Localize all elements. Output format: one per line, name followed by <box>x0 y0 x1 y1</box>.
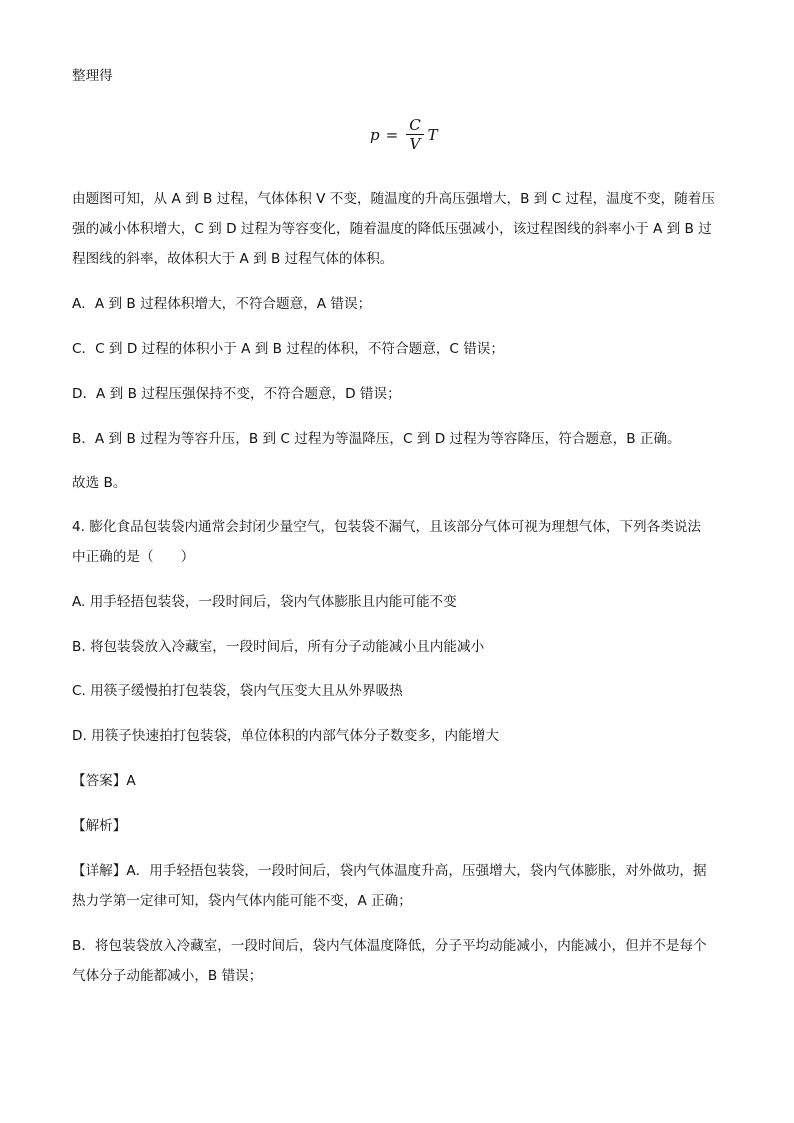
text-line: 热力学第一定律可知，袋内气体内能可能不变，A 正确； <box>72 893 412 909</box>
formula-equals: = <box>385 125 399 144</box>
text-line: B．将包装袋放入冷藏室，一段时间后，袋内气体温度降低，分子平均动能减小，内能减小，但并不是每个 <box>72 938 707 954</box>
text-line: 故选 B。 <box>72 475 127 491</box>
text-line: 【详解】A．用手轻捂包装袋，一段时间后，袋内气体温度升高，压强增大，袋内气体膨胀，对外做功，据 <box>72 863 707 879</box>
formula-p-equals-c-over-v-t <box>370 116 438 153</box>
question-line: 4. 膨化食品包装袋内通常会封闭少量空气，包装袋不漏气，且该部分气体可视为理想气体，下列各类说法 <box>72 519 702 535</box>
text-line: 由题图可知，从 A 到 B 过程，气体体积 V 不变，随温度的升高压强增大，B 到 C 过程，温度不变，随着压 <box>72 191 715 207</box>
formula-tail: T <box>427 125 438 144</box>
question-line: 中正确的是（ ） <box>72 549 195 565</box>
formula-lhs: p <box>370 125 380 144</box>
text-line: 强的减小体积增大，C 到 D 过程为等容变化，随着温度的降低压强减小，该过程图线的斜率小于 A 到 B 过 <box>72 221 712 237</box>
option-line: B. 将包装袋放入冷藏室，一段时间后，所有分子动能减小且内能减小 <box>72 639 485 655</box>
formula-denominator: V <box>409 135 421 153</box>
formula-numerator: C <box>406 116 423 135</box>
option-line: A. 用手轻捂包装袋，一段时间后，袋内气体膨胀且内能可能不变 <box>72 594 457 610</box>
formula-fraction <box>406 116 423 153</box>
option-line: A．A 到 B 过程体积增大，不符合题意，A 错误； <box>72 296 372 312</box>
option-line: B．A 到 B 过程为等容升压，B 到 C 过程为等温降压，C 到 D 过程为等容降压，符合题意，B 正确。 <box>72 431 681 447</box>
text-line: 气体分子动能都减小，B 错误； <box>72 968 263 984</box>
answer-line: 【答案】A <box>72 773 136 789</box>
analysis-heading: 【解析】 <box>72 818 127 834</box>
option-line: C．C 到 D 过程的体积小于 A 到 B 过程的体积，不符合题意，C 错误； <box>72 341 504 357</box>
option-line: C. 用筷子缓慢拍打包装袋，袋内气压变大且从外界吸热 <box>72 683 403 699</box>
text-line: 整理得 <box>72 68 113 84</box>
option-line: D. 用筷子快速拍打包装袋，单位体积的内部气体分子数变多，内能增大 <box>72 728 499 744</box>
text-line: 程图线的斜率，故体积大于 A 到 B 过程气体的体积。 <box>72 251 394 267</box>
option-line: D．A 到 B 过程压强保持不变，不符合题意，D 错误； <box>72 386 401 402</box>
